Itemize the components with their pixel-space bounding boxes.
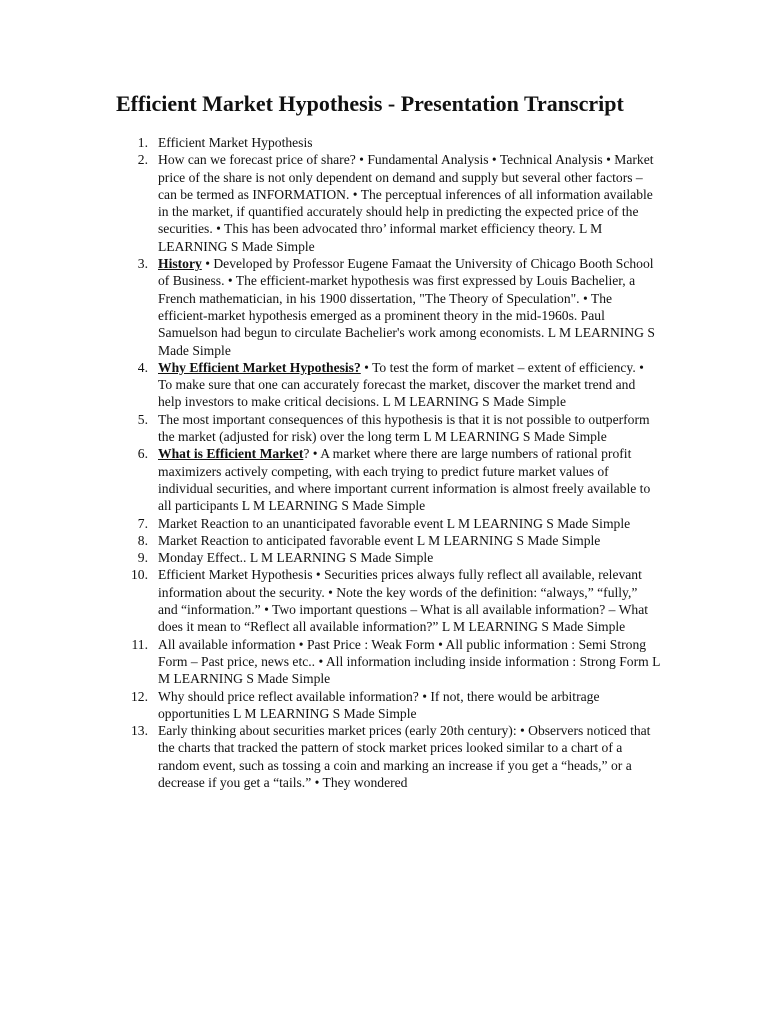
list-item [0, 359, 660, 411]
item-text: • Developed by Professor Eugene Famaat the University of Chicago Booth School of Business. • The efficient-market hypothesis was first expressed by Louis Bachelier, a French mathematician, in his 1900 dissertation, "The Theory of Speculation". • The efficient-market hypothesis emerged as a prominent theory in the mid-1960s. Paul Samuelson had begun to circulate Bachelier's work among economists. L M LEARNING S Made Simple [158, 256, 655, 358]
list-item [0, 134, 660, 151]
item-number: 11. [131, 636, 148, 652]
item-number: 7. [137, 515, 148, 531]
item-text: How can we forecast price of share? • Fundamental Analysis • Technical Analysis • Market price of the share is not only dependent on demand and supply but several other factors – can be termed as INFORMATION. • The perceptual inferences of all information available in the market, if quantified accurately should help in predicting the expected price of the securities. • This has been advocated thro’ informal market efficiency theory. L M LEARNING S Made Simple [158, 152, 654, 254]
list-item [0, 411, 660, 446]
what-is-efficient-market-link[interactable]: What is Efficient Market [158, 446, 304, 462]
list-item [0, 722, 660, 791]
why-efficient-market-link[interactable]: Why Efficient Market Hypothesis? [158, 359, 361, 375]
list-item [0, 151, 660, 255]
item-text: Efficient Market Hypothesis [158, 135, 313, 150]
transcript-list [0, 134, 768, 791]
list-item [0, 445, 660, 514]
item-number: 2. [137, 152, 148, 168]
item-number: 10. [131, 567, 148, 583]
item-text: • To test the form of market – extent of efficiency. • To make sure that one can accurately forecast the market, discover the market trend and help investors to make critical decisions. L M LEARNING S Made Simple [158, 359, 644, 410]
item-number: 6. [137, 446, 148, 462]
list-item [0, 532, 660, 549]
item-number: 9. [137, 550, 148, 566]
item-text: ? • A market where there are large numbers of rational profit maximizers actively competing, with each trying to predict future market values of individual securities, and where important current information is almost freely available to all participants L M LEARNING S Made Simple [158, 446, 651, 514]
item-text: Monday Effect.. L M LEARNING S Made Simple [158, 550, 434, 566]
item-text: The most important consequences of this hypothesis is that it is not possible to outperform the market (adjusted for risk) over the long term L M LEARNING S Made Simple [158, 411, 650, 445]
list-item [0, 549, 660, 566]
list-item [0, 255, 660, 359]
item-number: 8. [137, 532, 148, 548]
item-number: 5. [137, 411, 148, 427]
item-number: 1. [137, 135, 148, 150]
item-text: Efficient Market Hypothesis • Securities prices always fully reflect all available, relevant information about the security. • Note the key words of the definition: “always,” “fully,” and “information.” • Two important questions – What is all available information? – What does it mean to “Reflect all available information?” L M LEARNING S Made Simple [158, 567, 649, 635]
item-text: Market Reaction to an unanticipated favorable event L M LEARNING S Made Simple [158, 515, 631, 531]
item-number: 3. [137, 256, 148, 272]
item-number: 4. [137, 359, 148, 375]
item-text: Market Reaction to anticipated favorable event L M LEARNING S Made Simple [158, 532, 601, 548]
item-text: All available information • Past Price : Weak Form • All public information : Semi Strong Form – Past price, news etc.. • All information including inside information : Strong Form L M LEARNING S Made Simple [158, 636, 660, 687]
list-item [0, 636, 660, 688]
list-item [0, 688, 660, 723]
history-link[interactable]: History [158, 256, 202, 272]
item-number: 12. [131, 688, 148, 704]
item-text: Early thinking about securities market prices (early 20th century): • Observers noticed that the charts that tracked the pattern of stock market prices looked similar to a chart of a random event, such as tossing a coin and marking an increase if you get a “heads,” or a decrease if you get a “tails.” • They wondered [158, 723, 651, 790]
item-text: Why should price reflect available information? • If not, there would be arbitrage opportunities L M LEARNING S Made Simple [158, 688, 600, 721]
page-title: Efficient Market Hypothesis - Presentation Transcript [116, 91, 624, 116]
list-item [0, 515, 660, 532]
item-number: 13. [131, 723, 148, 739]
list-item [0, 566, 660, 635]
